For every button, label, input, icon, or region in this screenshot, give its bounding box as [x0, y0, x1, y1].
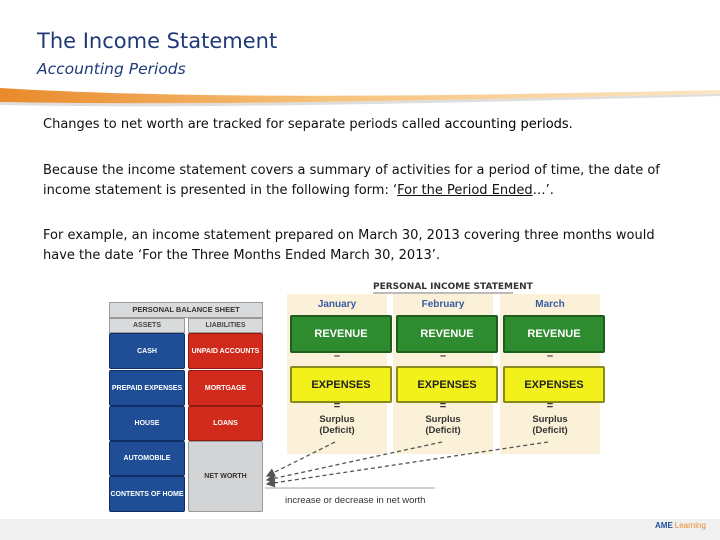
expenses-march: EXPENSES: [503, 366, 605, 403]
asset-contents-of-home: CONTENTS OF HOME: [109, 476, 185, 512]
liability-loans: LOANS: [188, 406, 263, 441]
company-logo: AME Learning: [655, 521, 706, 530]
minus-february: –: [439, 350, 447, 362]
net-worth-box: NET WORTH: [188, 441, 263, 512]
net-worth-caption: increase or decrease in net worth: [285, 495, 426, 506]
liabilities-header: LIABILITIES: [188, 318, 263, 333]
assets-header: ASSETS: [109, 318, 185, 333]
minus-march: –: [546, 350, 554, 362]
revenue-january: REVENUE: [290, 315, 392, 353]
page-subtitle: Accounting Periods: [37, 60, 186, 78]
asset-cash: CASH: [109, 333, 185, 369]
surplus-february: Surplus (Deficit): [425, 414, 461, 436]
liability-mortgage: MORTGAGE: [188, 370, 263, 406]
month-february: February: [421, 299, 465, 310]
asset-house: HOUSE: [109, 406, 185, 441]
minus-january: –: [333, 350, 341, 362]
asset-automobile: AUTOMOBILE: [109, 441, 185, 476]
net-worth-arrows: [255, 430, 565, 500]
income-statement-title: PERSONAL INCOME STATEMENT: [373, 282, 533, 292]
page-title: The Income Statement: [37, 29, 278, 53]
paragraph-example: For example, an income statement prepared on March 30, 2013 covering three months would have the date ‘For the Three Months Ended March 30, 2013’.: [43, 228, 655, 263]
equals-march: =: [546, 400, 554, 412]
expenses-february: EXPENSES: [396, 366, 498, 403]
revenue-february: REVENUE: [396, 315, 498, 353]
paragraph-accounting-periods: Changes to net worth are tracked for separate periods called accounting periods.: [43, 117, 573, 132]
header-swoosh: [0, 84, 720, 108]
equals-february: =: [439, 400, 447, 412]
surplus-march: Surplus (Deficit): [532, 414, 568, 436]
asset-prepaid-expenses: PREPAID EXPENSES: [109, 370, 185, 406]
month-january: January: [317, 299, 357, 310]
equals-january: =: [333, 400, 341, 412]
footer-bar: [0, 519, 720, 540]
liability-unpaid-accounts: UNPAID ACCOUNTS: [188, 333, 263, 369]
balance-sheet-title: PERSONAL BALANCE SHEET: [109, 302, 263, 318]
month-march: March: [535, 299, 565, 310]
surplus-january: Surplus (Deficit): [319, 414, 355, 436]
revenue-march: REVENUE: [503, 315, 605, 353]
paragraph-date-form: Because the income statement covers a summary of activities for a period of time, the date of income statement is presented in the following form: ‘For the Period Ended…’.: [43, 163, 660, 198]
expenses-january: EXPENSES: [290, 366, 392, 403]
